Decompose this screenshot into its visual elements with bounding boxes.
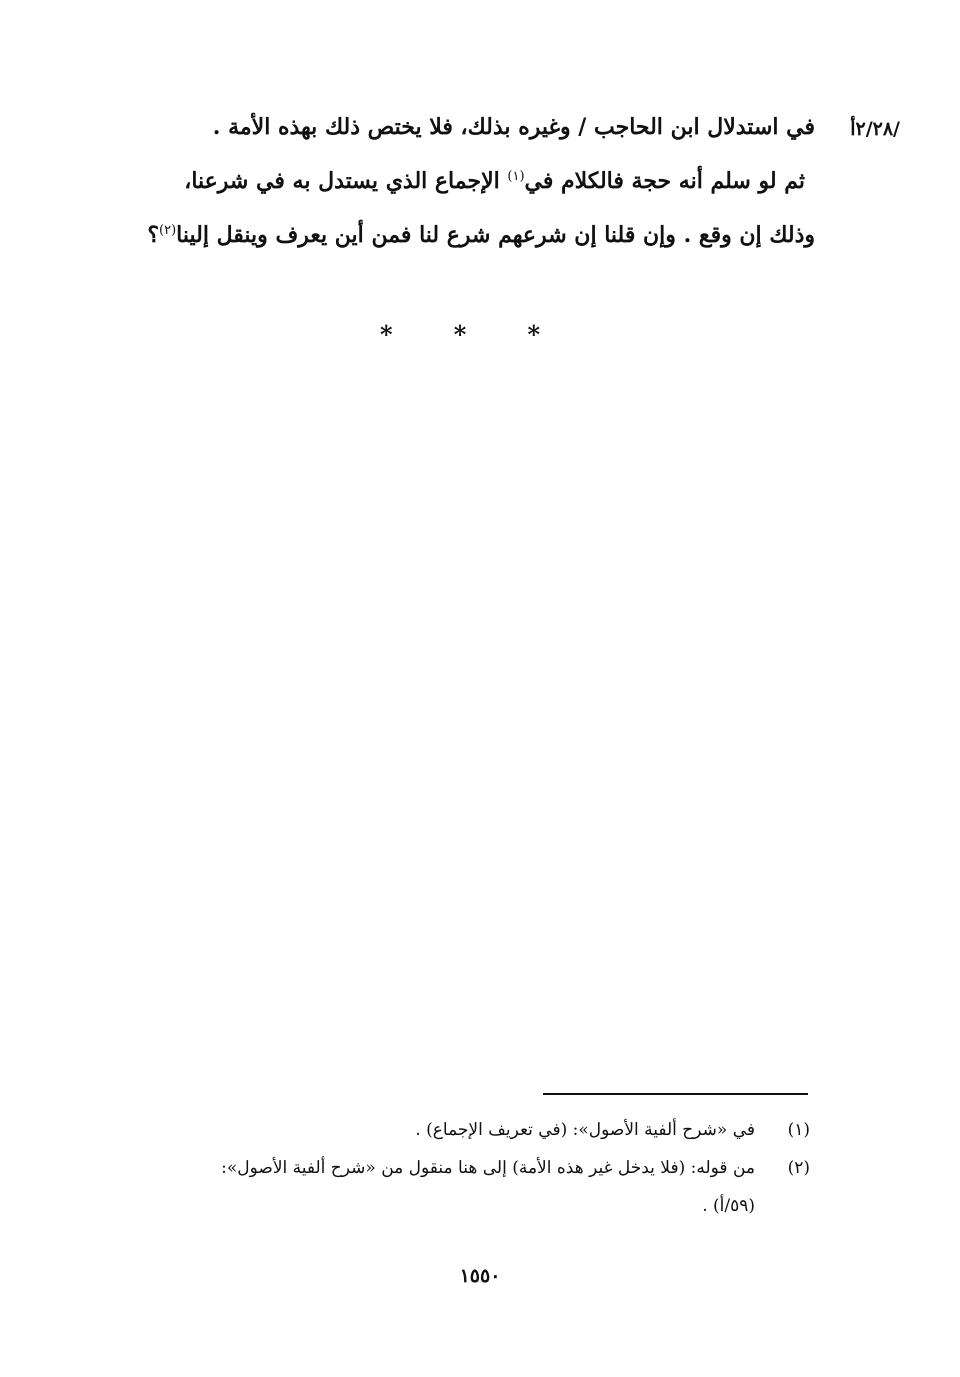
body-line-2: [184, 168, 805, 194]
separator-star: *: [527, 320, 540, 349]
body-line-3-text-b: ؟: [147, 222, 160, 248]
body-line-2-text-b: الإجماع الذي يستدل به في شرعنا،: [184, 168, 508, 194]
separator-star: *: [453, 320, 467, 349]
footnote-2: [221, 1158, 810, 1178]
footnote-marker-2: (٢): [159, 223, 177, 238]
footnote-text: من قوله: (فلا يدخل غير هذه الأمة) إلى هنا منقول من «شرح ألفية الأصول»:: [221, 1158, 755, 1178]
separator-star: *: [380, 320, 393, 349]
section-separator: [380, 320, 540, 349]
footnote-number: (٢): [787, 1158, 810, 1178]
footnote-marker-1: (١): [507, 169, 525, 184]
footnote-number: (١): [787, 1120, 810, 1140]
manuscript-page-reference: /٢/٢٨أ: [850, 118, 900, 140]
footnote-text: في «شرح ألفية الأصول»: (في تعريف الإجماع) .: [415, 1120, 755, 1140]
page-number: ١٥٥٠: [459, 1265, 501, 1287]
body-line-3-text-a: وذلك إن وقع . وإن قلنا إن شرعهم شرع لنا فمن أين يعرف وينقل إلينا: [176, 222, 815, 248]
body-line-2-text-a: ثم لو سلم أنه حجة فالكلام في: [524, 168, 805, 194]
body-line-1: في استدلال ابن الحاجب / وغيره بذلك، فلا يختص ذلك بهذه الأمة .: [212, 114, 815, 140]
body-line-3: [147, 222, 815, 248]
footnote-1: [415, 1120, 810, 1140]
footnote-divider: [543, 1093, 808, 1095]
footnote-2-continuation: (٥٩/أ) .: [702, 1196, 755, 1216]
